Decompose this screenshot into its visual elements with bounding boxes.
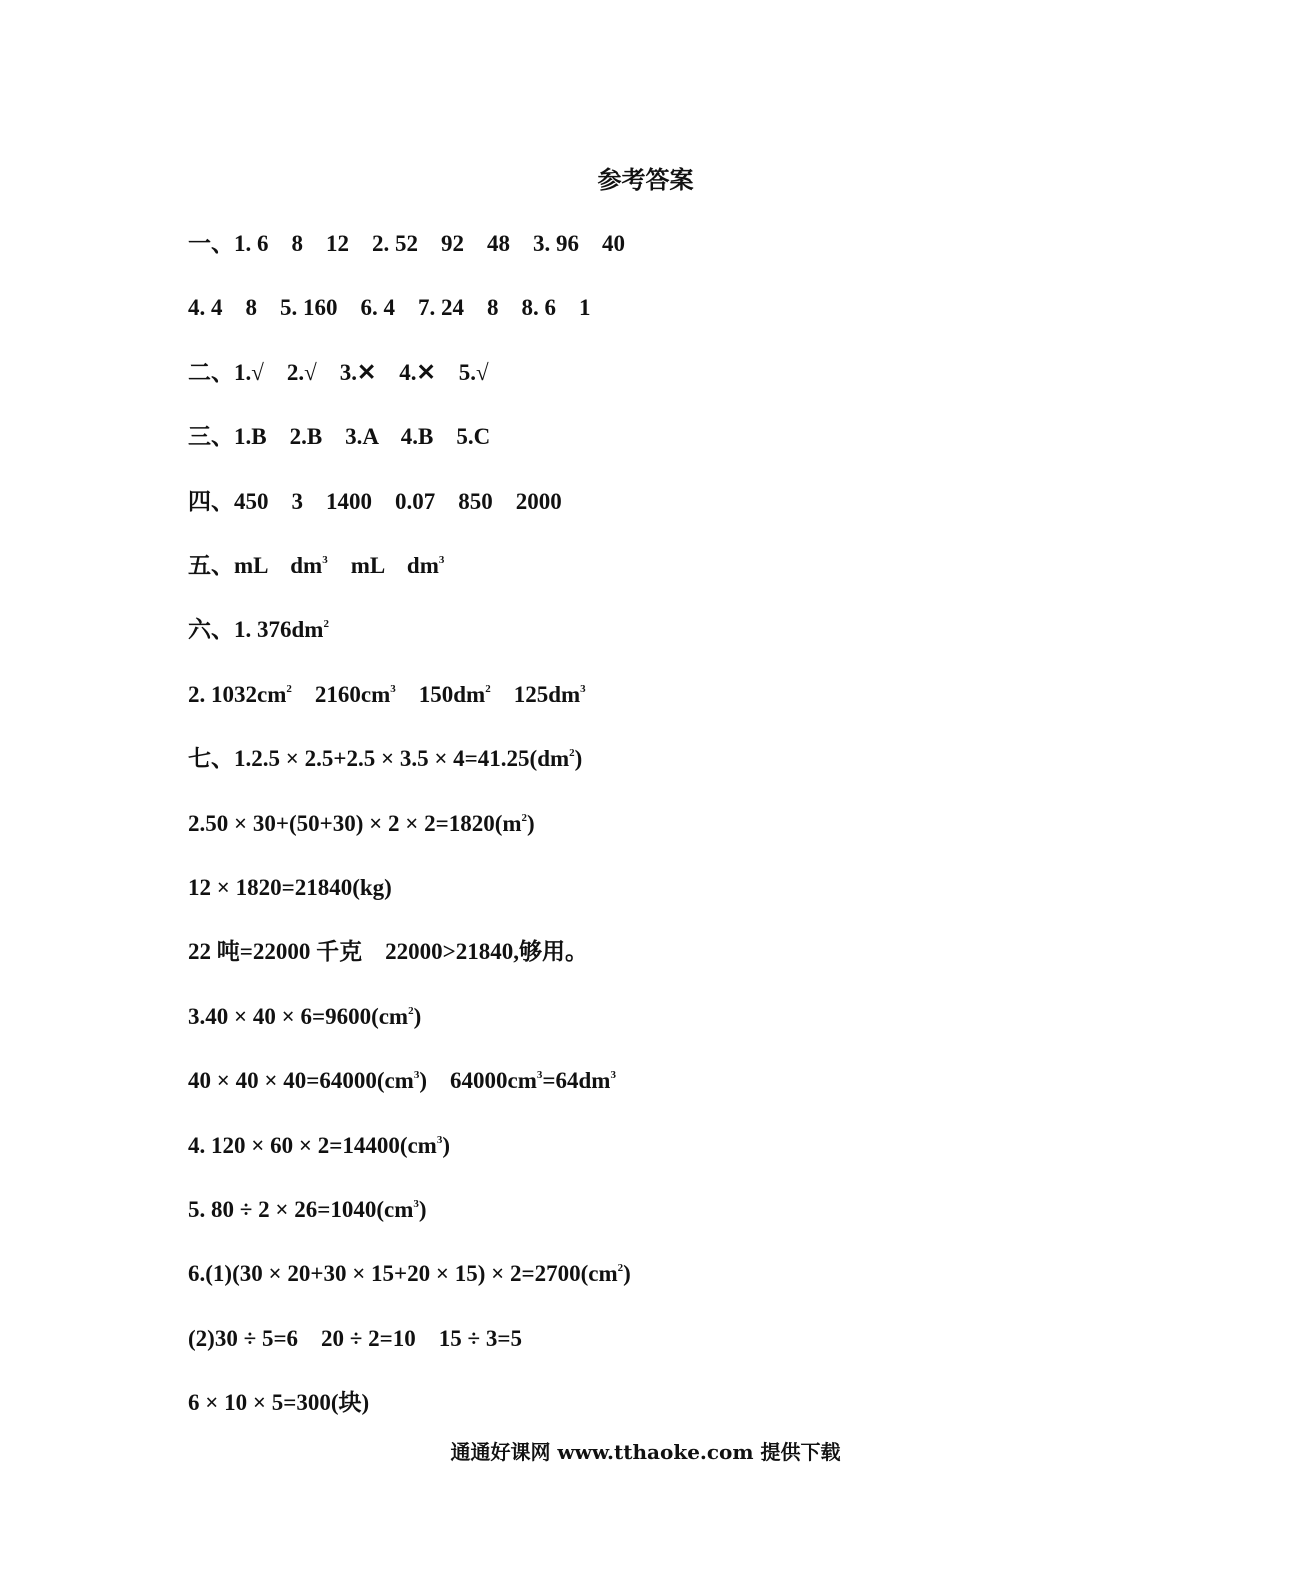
- answer-line: 22 吨=22000 千克 22000>21840,够用。: [188, 939, 588, 964]
- answer-line: 5. $80 \div 2 \times 26=1040(cm^3)$: [188, 1197, 427, 1222]
- answer-line: 二、1.√ 2.√ 3.✕ 4.✕ 5.√: [188, 360, 489, 385]
- answer-line: $40 \times 40 \times 40=64000(cm^3)$ $64000cm^3=64dm^3$: [188, 1068, 616, 1093]
- answer-line: 一、1. 6 8 12 2. 52 92 48 3. 96 40: [188, 231, 625, 256]
- page-title: 参考答案: [597, 165, 694, 194]
- answer-line: 六、1. $376dm^2$: [188, 617, 329, 642]
- answer-line: 12 × 1820=21840(kg): [188, 875, 392, 900]
- answer-line: 6 × 10 × 5=300(块): [188, 1390, 370, 1415]
- answer-line: 四、450 3 1400 0.07 850 2000: [188, 489, 562, 514]
- answer-line: $2.50 \times 30+(50+30) \times 2 \times 2=1820(m^2)$: [188, 811, 535, 836]
- answer-line: (2)30 ÷ 5=6 20 ÷ 2=10 15 ÷ 3=5: [188, 1326, 523, 1351]
- answer-line: 4. $120 \times 60 \times 2=14400(cm^3)$: [188, 1133, 451, 1158]
- answer-line: 三、1.B 2.B 3.A 4.B 5.C: [188, 424, 491, 449]
- answer-line: 4. 4 8 5. 160 6. 4 7. 24 8 8. 6 1: [188, 295, 591, 320]
- answer-line: 2. $1032cm^2$ $2160cm^3$ $150dm^2$ $125dm^3$: [188, 682, 586, 707]
- answer-line: $3.40 \times 40 \times 6=9600(cm^2)$: [188, 1004, 422, 1029]
- footer-source: 通通好课网 www.tthaoke.com 提供下载: [450, 1440, 841, 1464]
- answer-line: 七、$1.2.5 \times 2.5+2.5 \times 3.5 \times 4=41.25(dm^2)$: [188, 746, 583, 771]
- answer-line: 五、mL $dm^3$ mL $dm^3$: [188, 553, 445, 578]
- answer-line: $6.(1)(30 \times 20+30 \times 15+20 \times 15) \times 2=2700(cm^2)$: [188, 1261, 631, 1286]
